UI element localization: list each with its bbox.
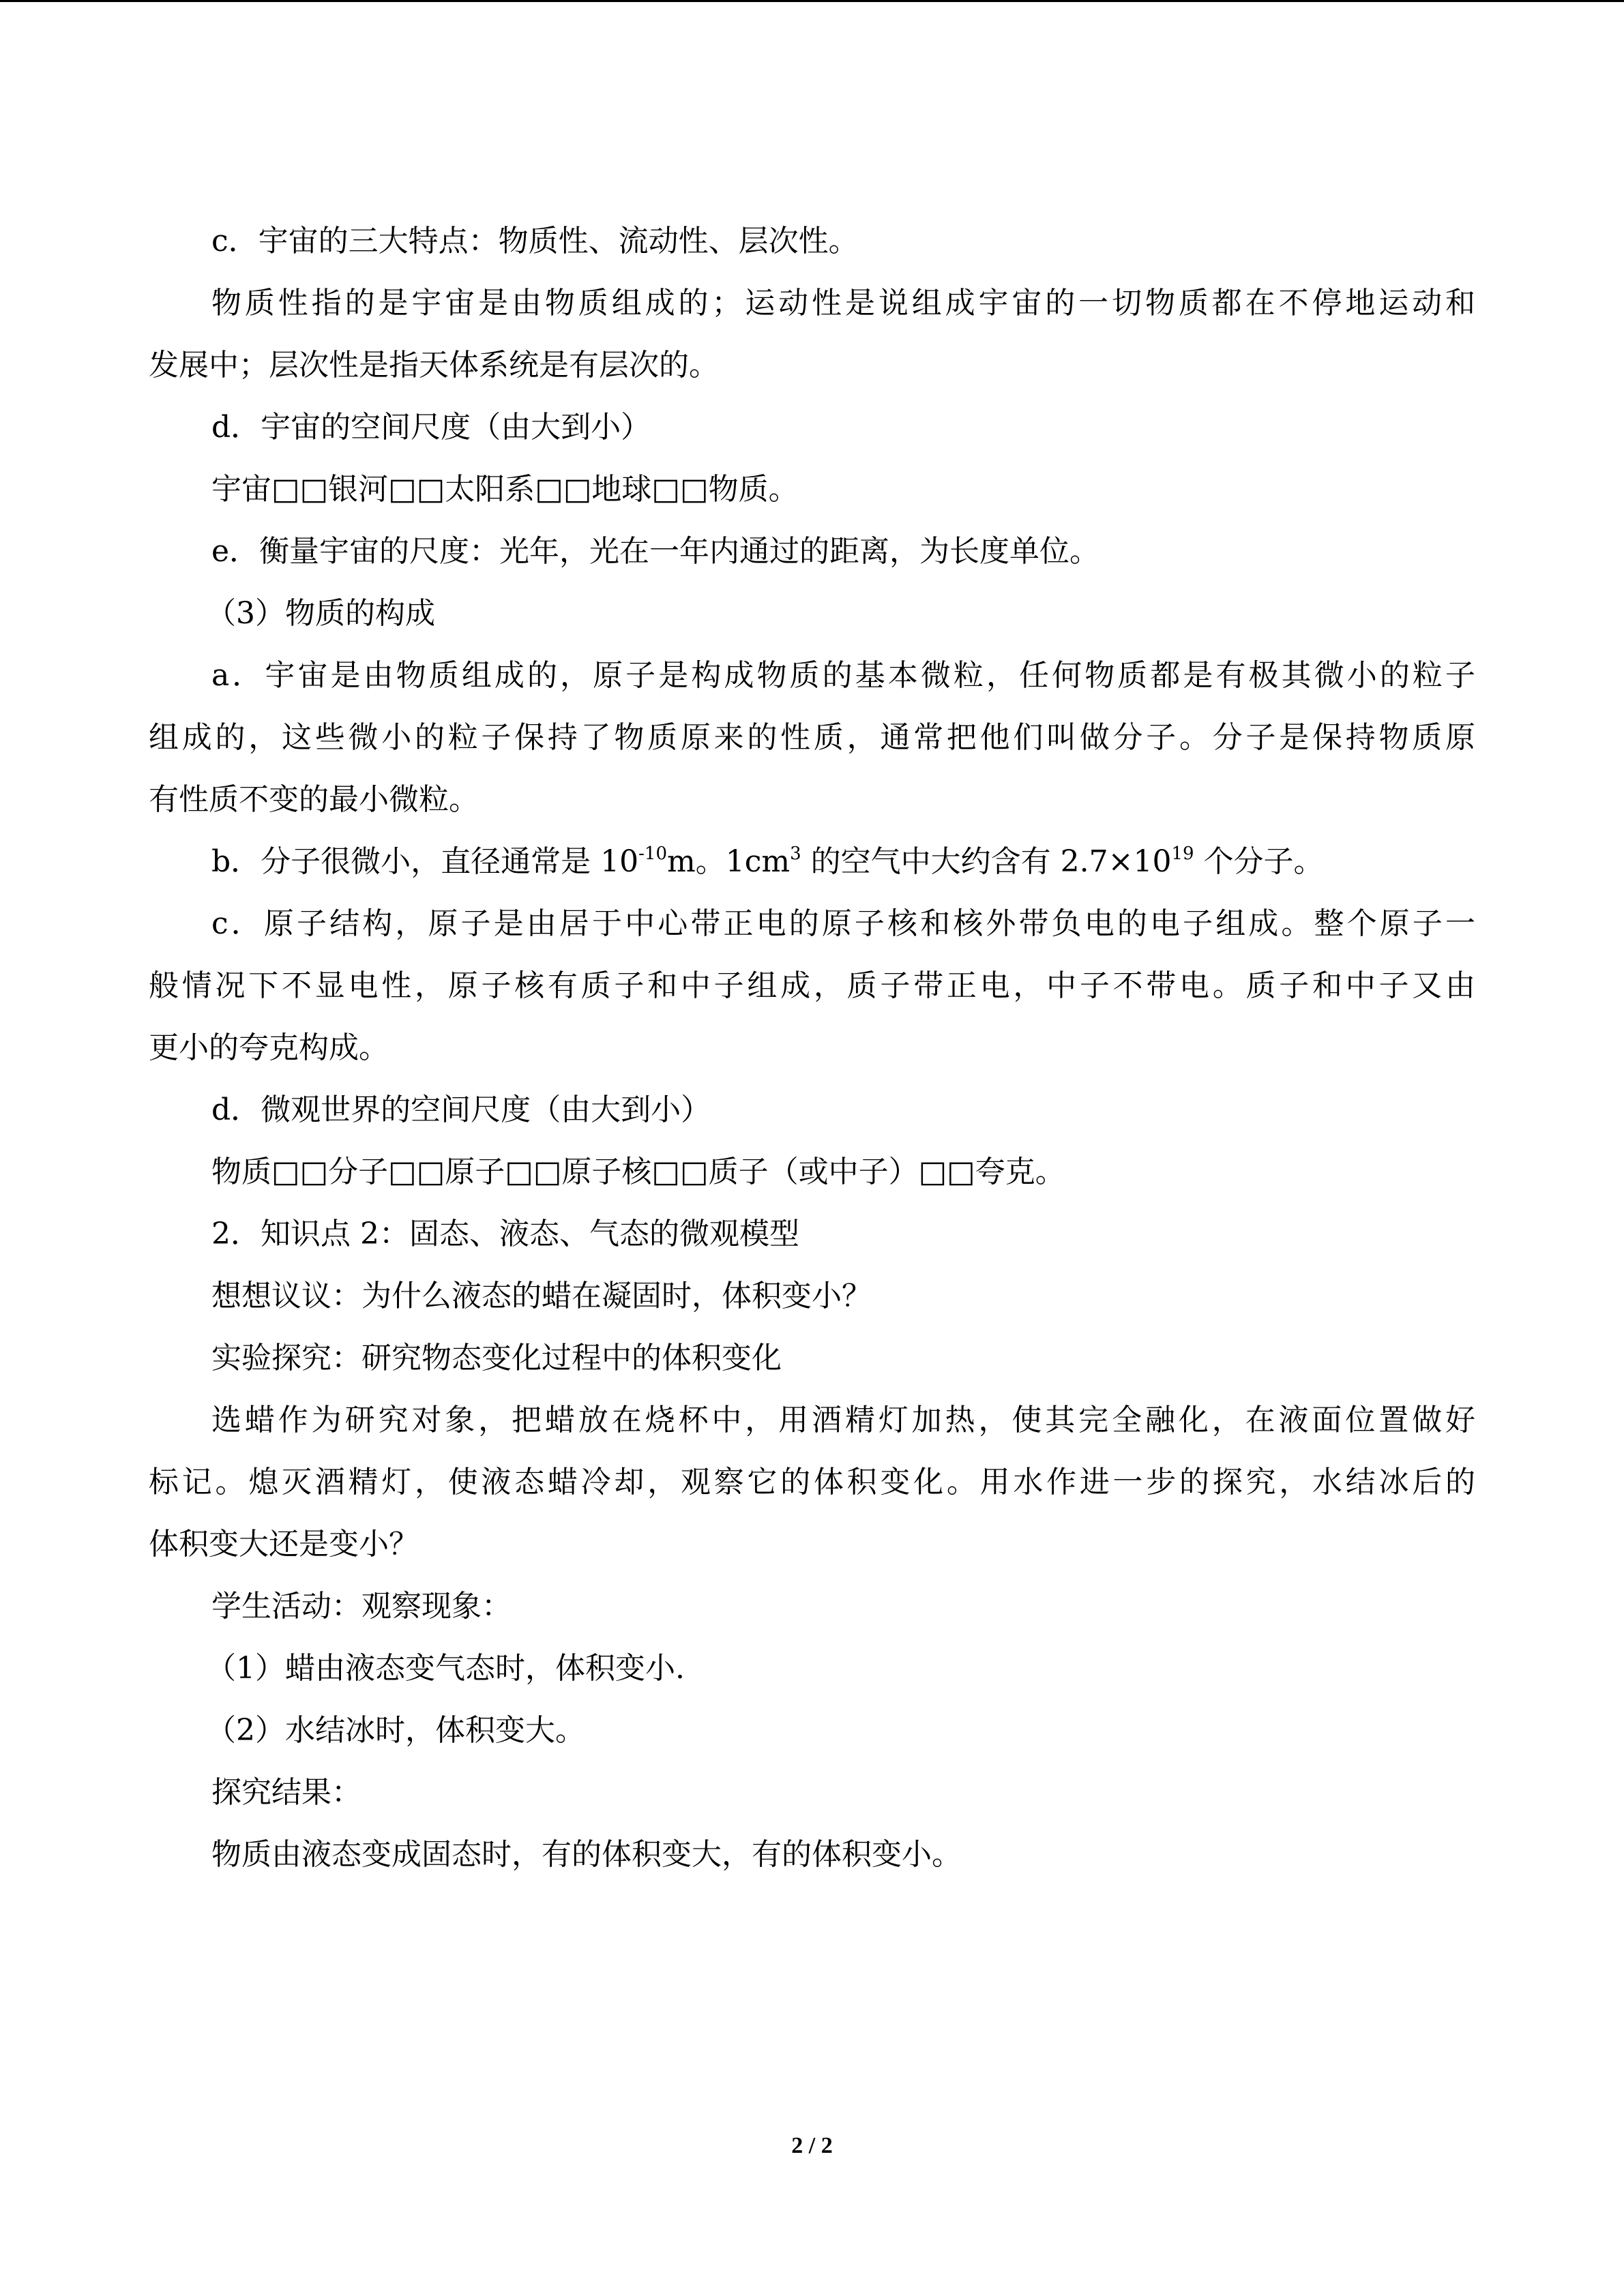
text-line: c．宇宙的三大特点：物质性、流动性、层次性。 xyxy=(211,224,859,258)
text-line: 发展中；层次性是指天体系统是有层次的。 xyxy=(149,348,719,383)
superscript: 3 xyxy=(790,844,801,864)
page-number: 2 / 2 xyxy=(791,2133,833,2158)
text-line: 学生活动：观察现象： xyxy=(211,1589,512,1624)
text-line: （3）物质的构成 xyxy=(206,596,435,631)
text-line: 物质□□分子□□原子□□原子核□□质子（或中子）□□夸克。 xyxy=(211,1154,1065,1189)
text-line: 实验探究：研究物态变化过程中的体积变化 xyxy=(211,1341,782,1375)
top-border-rule xyxy=(0,0,1624,2)
text-run: 的空气中大约含有 2.7×10 xyxy=(801,844,1172,879)
text-line: d．宇宙的空间尺度（由大到小） xyxy=(211,410,651,445)
text-line: e．衡量宇宙的尺度：光年，光在一年内通过的距离，为长度单位。 xyxy=(211,534,1100,569)
text-line: 更小的夸克构成。 xyxy=(149,1030,389,1065)
text-line: （1）蜡由液态变气态时，体积变小. xyxy=(206,1651,685,1686)
text-run: 个分子。 xyxy=(1194,844,1324,879)
text-line: 选蜡作为研究对象，把蜡放在烧杯中，用酒精灯加热，使其完全融化，在液面位置做好 xyxy=(211,1403,1475,1437)
text-line: d．微观世界的空间尺度（由大到小） xyxy=(211,1092,711,1127)
text-line: a．宇宙是由物质组成的，原子是构成物质的基本微粒，任何物质都是有极其微小的粒子 xyxy=(211,658,1475,693)
text-run: m。1cm xyxy=(667,844,791,879)
text-line: 标记。熄灭酒精灯，使液态蜡冷却，观察它的体积变化。用水作进一步的探究，水结冰后的 xyxy=(149,1465,1475,1500)
text-line: 体积变大还是变小？ xyxy=(149,1527,419,1562)
text-run: b．分子很微小，直径通常是 10 xyxy=(211,844,639,879)
text-line: 宇宙□□银河□□太阳系□□地球□□物质。 xyxy=(211,472,799,507)
text-line: 般情况下不显电性，原子核有质子和中子组成，质子带正电，中子不带电。质子和中子又由 xyxy=(149,968,1475,1003)
text-line: （2）水结冰时，体积变大。 xyxy=(206,1713,585,1748)
text-line: 有性质不变的最小微粒。 xyxy=(149,782,479,817)
text-line: 物质由液态变成固态时，有的体积变大，有的体积变小。 xyxy=(211,1837,962,1872)
superscript: 19 xyxy=(1171,844,1194,864)
superscript: -10 xyxy=(638,844,668,864)
text-line: 物质性指的是宇宙是由物质组成的；运动性是说组成宇宙的一切物质都在不停地运动和 xyxy=(211,286,1475,320)
text-line: 2．知识点 2：固态、液态、气态的微观模型 xyxy=(211,1217,799,1251)
document-body xyxy=(149,210,1475,1885)
text-line: 组成的，这些微小的粒子保持了物质原来的性质，通常把他们叫做分子。分子是保持物质原 xyxy=(149,720,1475,755)
text-line xyxy=(149,831,1475,893)
text-line: c．原子结构，原子是由居于中心带正电的原子核和核外带负电的电子组成。整个原子一 xyxy=(211,906,1475,941)
text-line: 探究结果： xyxy=(211,1775,361,1810)
text-line: 想想议议：为什么液态的蜡在凝固时，体积变小？ xyxy=(211,1279,872,1313)
